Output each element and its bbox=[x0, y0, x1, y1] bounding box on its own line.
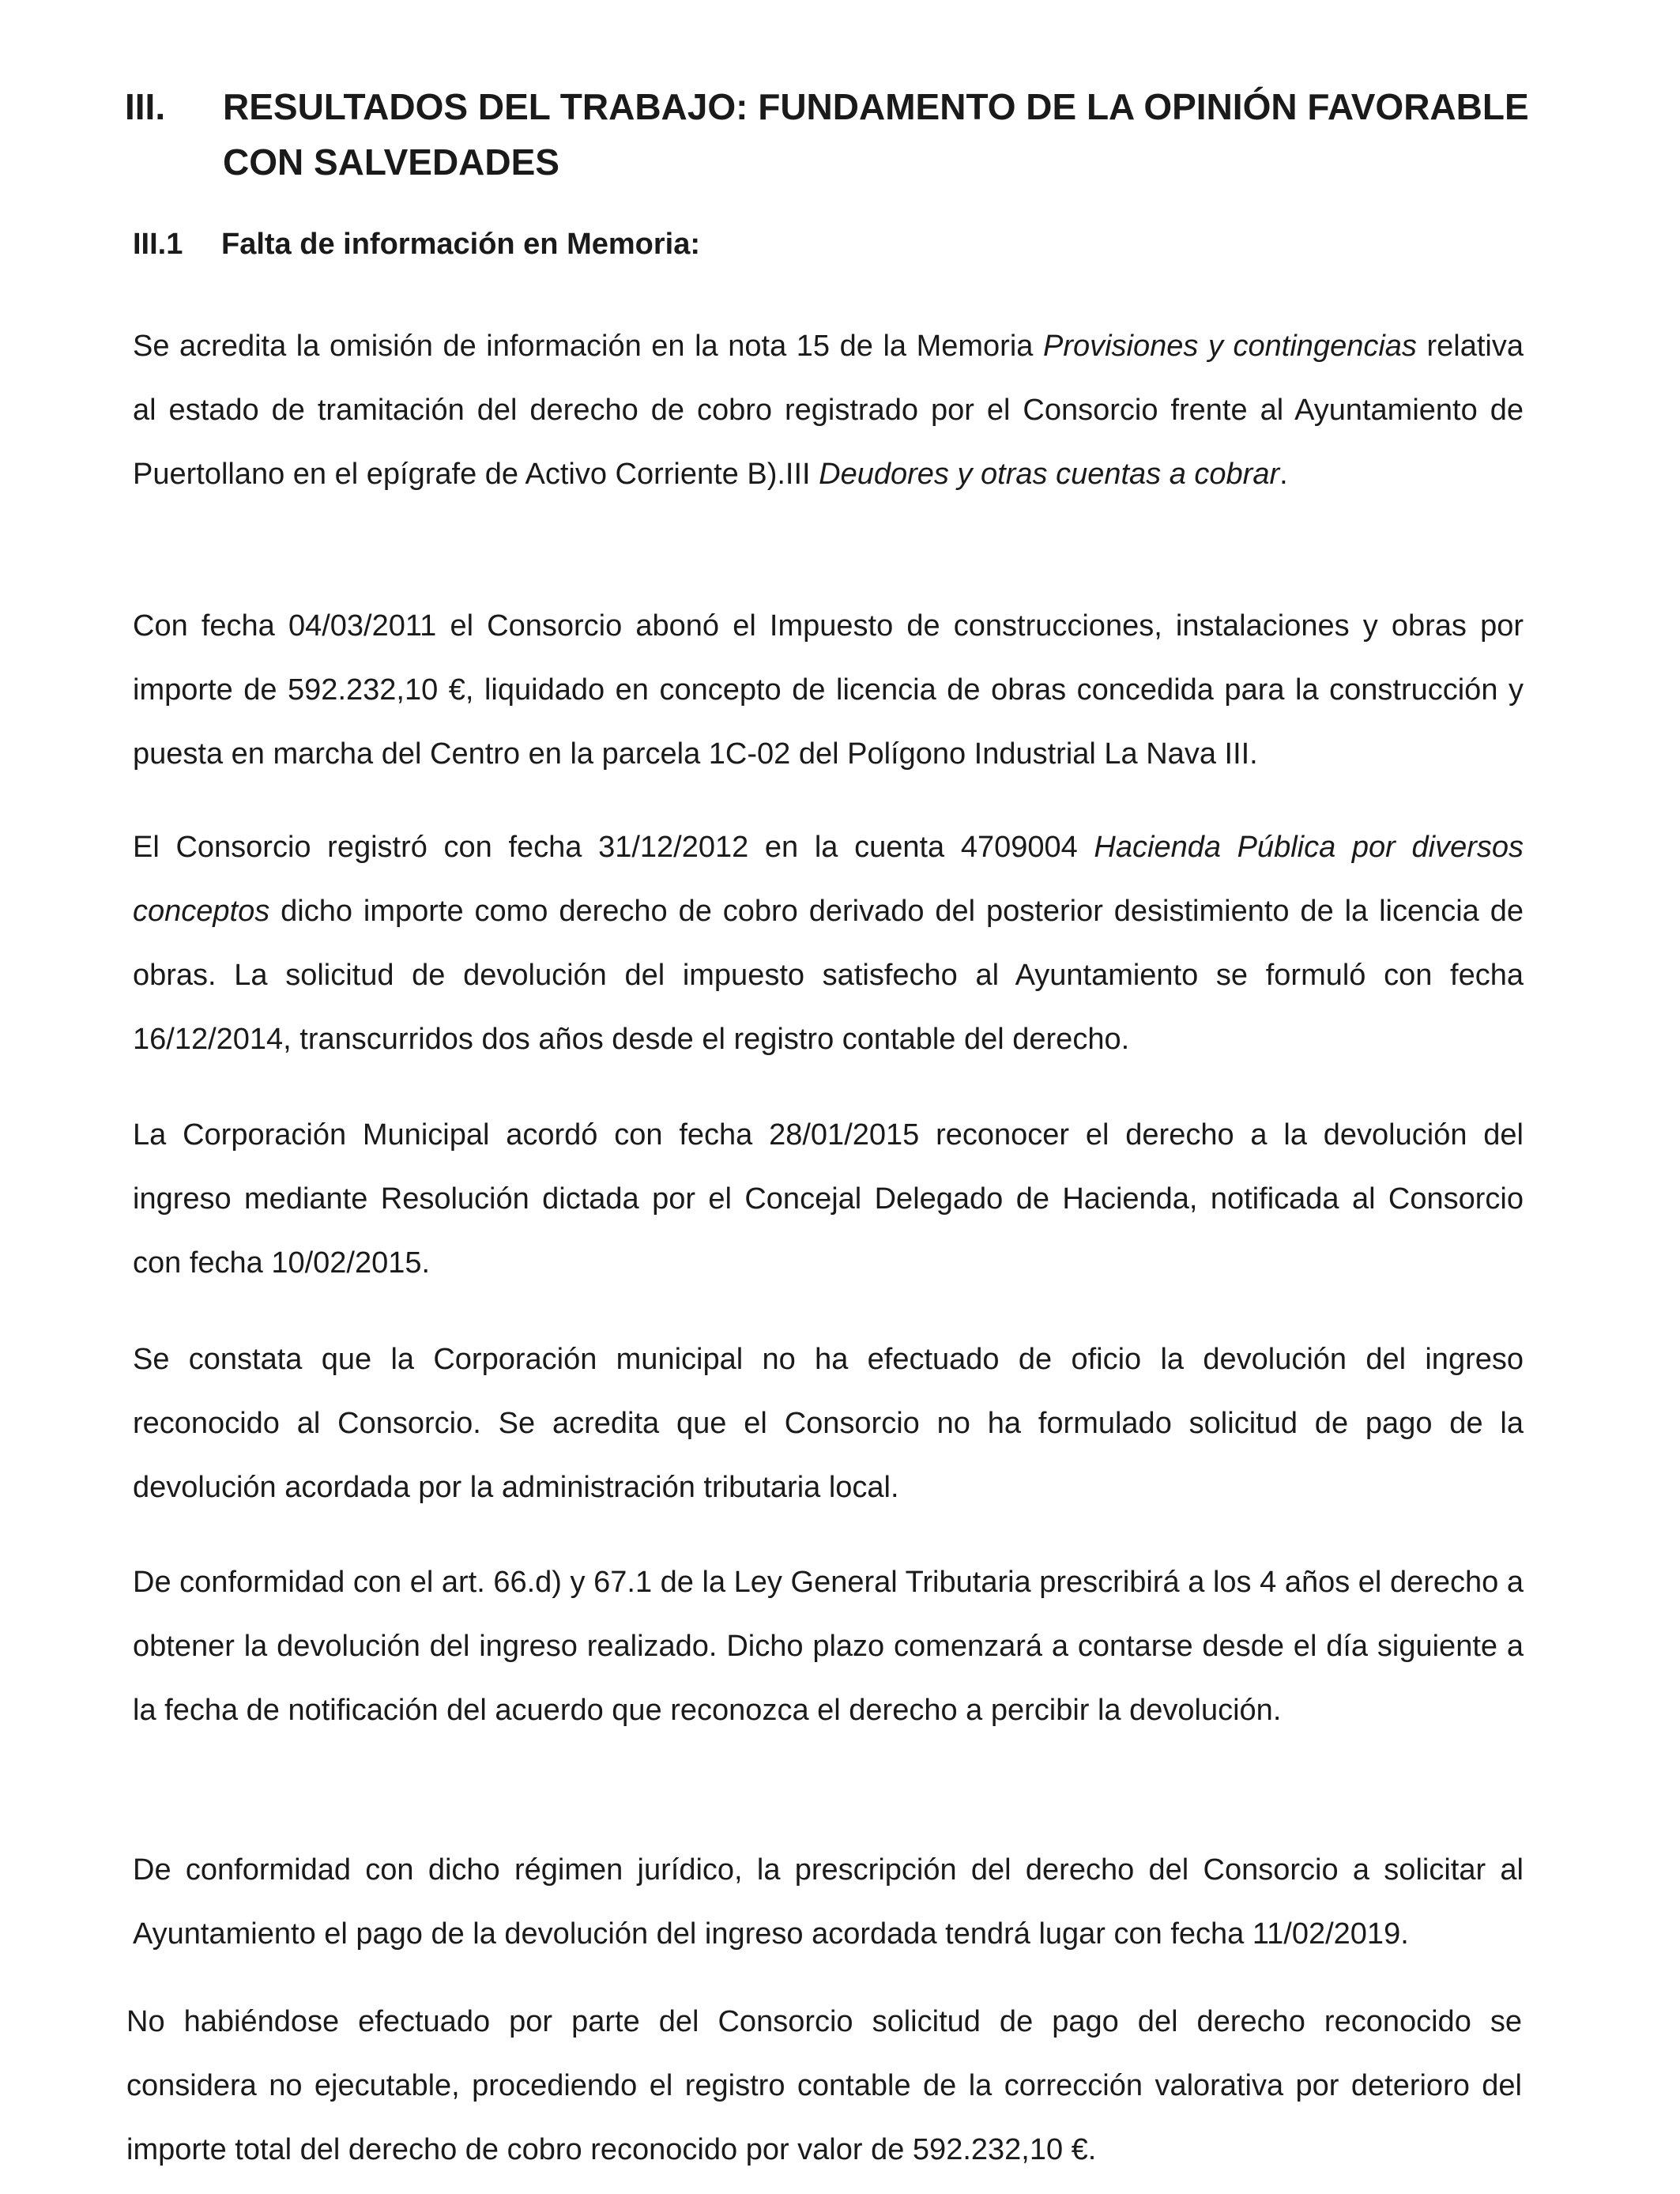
section-heading bbox=[125, 79, 1563, 190]
paragraph-2: Con fecha 04/03/2011 el Consorcio abonó el Impuesto de construcciones, instalaciones y obras por importe de 592.232,10 €, liquidado en concepto de licencia de obras concedida para la construcción y puesta en marcha del Centro en la parcela 1C-02 del Polígono Industrial La Nava III. bbox=[133, 609, 1524, 771]
paragraph-1 bbox=[133, 315, 1524, 507]
paragraph-8: No habiéndose efectuado por parte del Consorcio solicitud de pago del derecho reconocido se considera no ejecutable, procediendo el registro contable de la corrección valorativa por deterioro del importe total del derecho de cobro reconocido por valor de 592.232,10 €. bbox=[126, 2005, 1522, 2166]
paragraph-3-text-c: dicho importe como derecho de cobro derivado del posterior desistimiento de la licencia de obras. La solicitud de devolución del impuesto satisfecho al Ayuntamiento se formuló con fecha 16/12/2014, transcurridos dos años desde el registro contable del derecho. bbox=[133, 895, 1524, 1056]
paragraph-1-text-c: relativa al estado de tramitación del derecho de cobro registrado por el Consorcio frente al Ayuntamiento de Puertollano en el epígrafe de Activo Corriente B).III bbox=[133, 330, 1524, 491]
paragraph-6: De conformidad con el art. 66.d) y 67.1 de la Ley General Tributaria prescribirá a los 4 años el derecho a obtener la devolución del ingreso realizado. Dicho plazo comenzará a contarse desde el día siguiente a la fecha de notificación del acuerdo que reconozca el derecho a percibir la devolución. bbox=[133, 1566, 1524, 1727]
paragraph-1-italic-memoria-note: Provisiones y contingencias bbox=[1042, 330, 1417, 363]
paragraph-1-italic-account: Deudores y otras cuentas a cobrar bbox=[819, 458, 1280, 491]
subsection-heading bbox=[133, 224, 700, 264]
paragraph-4: La Corporación Municipal acordó con fecha 28/01/2015 reconocer el derecho a la devolución del ingreso mediante Resolución dictada por el Concejal Delegado de Hacienda, notificada al Consorcio con fecha 10/02/2015. bbox=[133, 1118, 1524, 1280]
paragraph-3-text-a: El Consorcio registró con fecha 31/12/2012 en la cuenta 4709004 bbox=[133, 831, 1094, 864]
subsection-title: Falta de información en Memoria: bbox=[221, 228, 700, 261]
section-number: III. bbox=[125, 86, 166, 127]
paragraph-1-text-a: Se acredita la omisión de información en la nota 15 de la Memoria bbox=[133, 330, 1043, 363]
paragraph-3-italic-account: Hacienda Pública por diversos conceptos bbox=[133, 831, 1524, 928]
paragraph-1-text-e: . bbox=[1279, 458, 1288, 491]
paragraph-7: De conformidad con dicho régimen jurídico, la prescripción del derecho del Consorcio a solicitar al Ayuntamiento el pago de la devolución del ingreso acordada tendrá lugar con fecha 11/02/2019. bbox=[133, 1853, 1524, 1951]
section-title: RESULTADOS DEL TRABAJO: FUNDAMENTO DE LA OPINIÓN FAVORABLE CON SALVEDADES bbox=[223, 86, 1529, 183]
subsection-number: III.1 bbox=[133, 228, 183, 261]
paragraph-3 bbox=[133, 816, 1524, 1072]
paragraph-5: Se constata que la Corporación municipal no ha efectuado de oficio la devolución del ingreso reconocido al Consorcio. Se acredita que el Consorcio no ha formulado solicitud de pago de la devolución acordada por la administración tributaria local. bbox=[133, 1343, 1524, 1504]
